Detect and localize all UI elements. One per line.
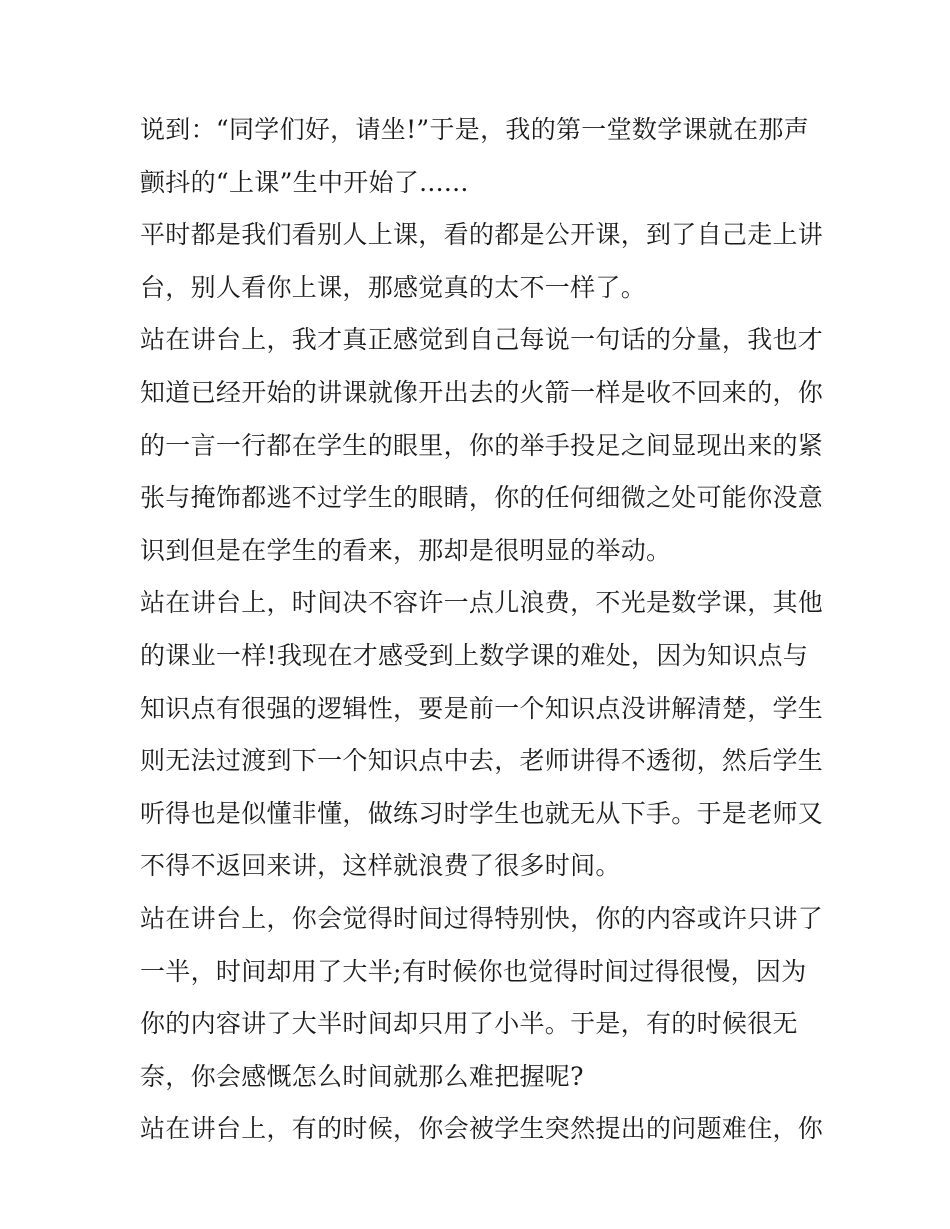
- text-line: 知识点有很强的逻辑性，要是前一个知识点没讲解清楚，学生: [140, 693, 824, 723]
- text-line: 平时都是我们看别人上课，看的都是公开课，到了自己走上讲: [140, 220, 824, 250]
- text-line: 的一言一行都在学生的眼里，你的举手投足之间显现出来的紧: [140, 430, 824, 460]
- text-line: 说到：“同学们好，请坐!”于是，我的第一堂数学课就在那声: [140, 115, 810, 144]
- text-line: 一半，时间却用了大半;有时候你也觉得时间过得很慢，因为: [140, 956, 807, 986]
- text-line: 知道已经开始的讲课就像开出去的火箭一样是收不回来的，你: [140, 377, 824, 407]
- text-line: 站在讲台上，时间决不容许一点儿浪费，不光是数学课，其他: [140, 588, 824, 618]
- text-line: 的课业一样!我现在才感受到上数学课的难处，因为知识点与: [140, 640, 809, 670]
- text-line: 则无法过渡到下一个知识点中去，老师讲得不透彻，然后学生: [140, 746, 824, 776]
- text-line: 不得不返回来讲，这样就浪费了很多时间。: [140, 851, 621, 881]
- text-line: 站在讲台上，有的时候，你会被学生突然提出的问题难住，你: [140, 1114, 824, 1144]
- text-line: 你的内容讲了大半时间却只用了小半。于是，有的时候很无: [140, 1009, 798, 1039]
- text-line: 台，别人看你上课，那感觉真的太不一样了。: [140, 272, 647, 302]
- text-line: 颤抖的“上课”生中开始了......: [140, 167, 469, 197]
- text-line: 张与掩饰都逃不过学生的眼睛，你的任何细微之处可能你没意: [140, 483, 824, 513]
- document-body: [140, 104, 830, 1156]
- text-line: 听得也是似懂非懂，做练习时学生也就无从下手。于是老师又: [140, 798, 824, 828]
- text-line: 奈，你会感慨怎么时间就那么难把握呢?: [140, 1061, 584, 1091]
- text-line: 识到但是在学生的看来，那却是很明显的举动。: [140, 535, 672, 565]
- text-line: 站在讲台上，你会觉得时间过得特别快，你的内容或许只讲了: [140, 903, 824, 933]
- text-line: 站在讲台上，我才真正感觉到自己每说一句话的分量，我也才: [140, 325, 824, 355]
